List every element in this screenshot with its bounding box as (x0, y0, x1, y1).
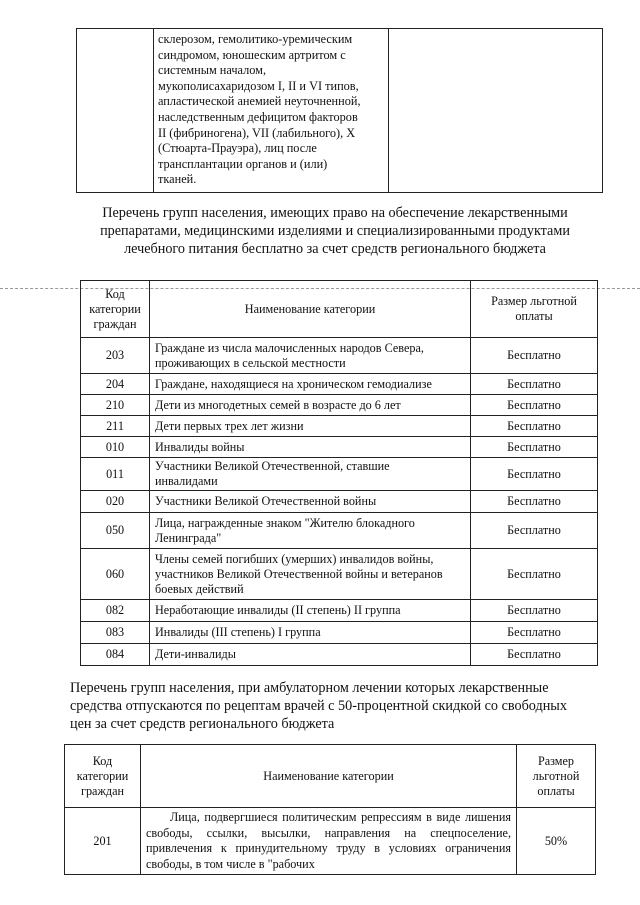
category-name (150, 622, 471, 644)
header-line: Размер льготной (491, 294, 577, 308)
category-code: 210 (81, 395, 150, 416)
benefit-size: Бесплатно (471, 600, 598, 622)
name-line: Дети из многодетных семей в возрасте до 6 лет (155, 397, 401, 412)
category-name (150, 338, 471, 374)
text-line: трансплантации органов и (или) (158, 156, 328, 171)
name-line: участников Великой Отечественной войны и ветеранов (155, 566, 443, 581)
section1-heading (70, 204, 600, 258)
heading-line: Перечень групп населения, имеющих право на обеспечение лекарственными (102, 205, 568, 221)
category-code: 020 (81, 491, 150, 513)
category-code: 204 (81, 374, 150, 395)
name-line: Граждане, находящиеся на хроническом гемодиализе (155, 376, 432, 391)
category-name (150, 416, 471, 437)
continuation-table (76, 28, 603, 193)
heading-line: цен за счет средств регионального бюджета (70, 716, 335, 732)
text-line: тканей. (158, 172, 197, 187)
category-name (150, 644, 471, 666)
benefit-size: Бесплатно (471, 437, 598, 458)
text-line: синдромом, юношеским артритом с (158, 47, 346, 62)
category-name (150, 600, 471, 622)
heading-line: средства отпускаются по рецептам врачей с 50-процентной скидкой со свободных (70, 698, 567, 714)
table-row (81, 374, 598, 395)
text-line: (Стюарта-Прауэра), лиц после (158, 141, 317, 156)
category-code: 082 (81, 600, 150, 622)
benefit-size: Бесплатно (471, 644, 598, 666)
header-line: категории (76, 768, 129, 783)
category-code: 083 (81, 622, 150, 644)
heading-line: лечебного питания бесплатно за счет средств регионального бюджета (124, 241, 546, 257)
column-header-code (65, 745, 141, 808)
category-name (150, 395, 471, 416)
discount-table (64, 744, 596, 875)
category-code: 203 (81, 338, 150, 374)
name-line: проживающих в сельской местности (155, 355, 346, 370)
category-code: 201 (65, 808, 141, 875)
table-header-row (65, 745, 596, 808)
text-line: системным началом, (158, 63, 267, 78)
table-row (81, 416, 598, 437)
header-line: льготной (532, 768, 580, 783)
header-line: Код (92, 753, 113, 768)
category-code: 050 (81, 513, 150, 549)
table-row (81, 491, 598, 513)
name-line: Дети-инвалиды (155, 647, 236, 661)
benefit-size: 50% (517, 808, 596, 875)
category-code: 060 (81, 549, 150, 600)
benefit-size: Бесплатно (471, 395, 598, 416)
header-line: Размер (537, 753, 575, 768)
category-name (150, 374, 471, 395)
name-line: Ленинграда" (155, 530, 222, 545)
table-row (81, 622, 598, 644)
column-header-name: Наименование категории (150, 281, 471, 338)
header-line: граждан (80, 783, 125, 798)
name-line: Участники Великой Отечественной, ставшие (155, 459, 390, 473)
table-row (81, 600, 598, 622)
heading-line: Перечень групп населения, при амбулаторном лечении которых лекарственные (70, 680, 549, 696)
heading-line: препаратами, медицинскими изделиями и специализированными продуктами (100, 223, 570, 239)
name-line: Инвалиды (III степень) I группа (155, 625, 321, 639)
text-line: наследственным дефицитом факторов (158, 109, 358, 124)
category-code: 084 (81, 644, 150, 666)
header-line: Код (105, 286, 125, 301)
table-row (81, 458, 598, 491)
empty-cell (77, 29, 154, 193)
benefit-size: Бесплатно (471, 338, 598, 374)
text-line: склерозом, гемолитико-уремическим (158, 32, 353, 46)
name-line: Лица, награжденные знаком "Жителю блокадного (155, 515, 415, 530)
empty-cell (389, 29, 603, 193)
name-line: инвалидами (155, 474, 218, 488)
name-line: Дети первых трех лет жизни (155, 418, 304, 433)
category-code: 011 (81, 458, 150, 491)
category-code: 010 (81, 437, 150, 458)
table-row (81, 338, 598, 374)
benefit-size: Бесплатно (471, 374, 598, 395)
name-line: Инвалиды войны (155, 439, 245, 454)
table-row (81, 513, 598, 549)
header-line: категории (89, 301, 141, 316)
name-line: Участники Великой Отечественной войны (155, 494, 377, 508)
benefit-size: Бесплатно (471, 549, 598, 600)
name-line: Граждане из числа малочисленных народов Севера, (155, 340, 424, 355)
benefit-size: Бесплатно (471, 622, 598, 644)
table-row (81, 395, 598, 416)
benefit-size: Бесплатно (471, 458, 598, 491)
category-code: 211 (81, 416, 150, 437)
benefit-size: Бесплатно (471, 416, 598, 437)
header-line: граждан (93, 316, 137, 331)
category-name (150, 458, 471, 491)
text-line: мукополисахаридозом I, II и VI типов, (158, 78, 359, 93)
table-row (65, 808, 596, 875)
column-header-size (471, 281, 598, 338)
table-row (81, 644, 598, 666)
category-name: Лица, подвергшиеся политическим репрессиям в виде лишения свободы, ссылки, высылки, направления на спецпоселение, привлечения к принудительному труду в условиях ограничения свободы, в том числе в "рабочих (141, 808, 517, 875)
header-line: оплаты (537, 783, 575, 798)
name-line: Члены семей погибших (умерших) инвалидов войны, (155, 551, 434, 566)
name-line: Неработающие инвалиды (II степень) II группа (155, 603, 401, 617)
section2-heading (70, 679, 610, 733)
column-header-code (81, 281, 150, 338)
benefit-size: Бесплатно (471, 491, 598, 513)
text-line: II (фибриногена), VII (лабильного), X (158, 125, 356, 140)
category-name (150, 549, 471, 600)
category-name (150, 513, 471, 549)
name-line: боевых действий (155, 581, 244, 596)
table-row (81, 437, 598, 458)
header-line: оплаты (515, 309, 553, 323)
free-provision-table (80, 280, 598, 666)
category-description-cell (154, 29, 389, 193)
text-line: апластической анемией неуточненной, (158, 94, 361, 109)
benefit-size: Бесплатно (471, 513, 598, 549)
category-name (150, 437, 471, 458)
column-header-name: Наименование категории (141, 745, 517, 808)
table-row (77, 29, 603, 193)
column-header-size (517, 745, 596, 808)
category-name (150, 491, 471, 513)
table-header-row (81, 281, 598, 338)
table-row (81, 549, 598, 600)
